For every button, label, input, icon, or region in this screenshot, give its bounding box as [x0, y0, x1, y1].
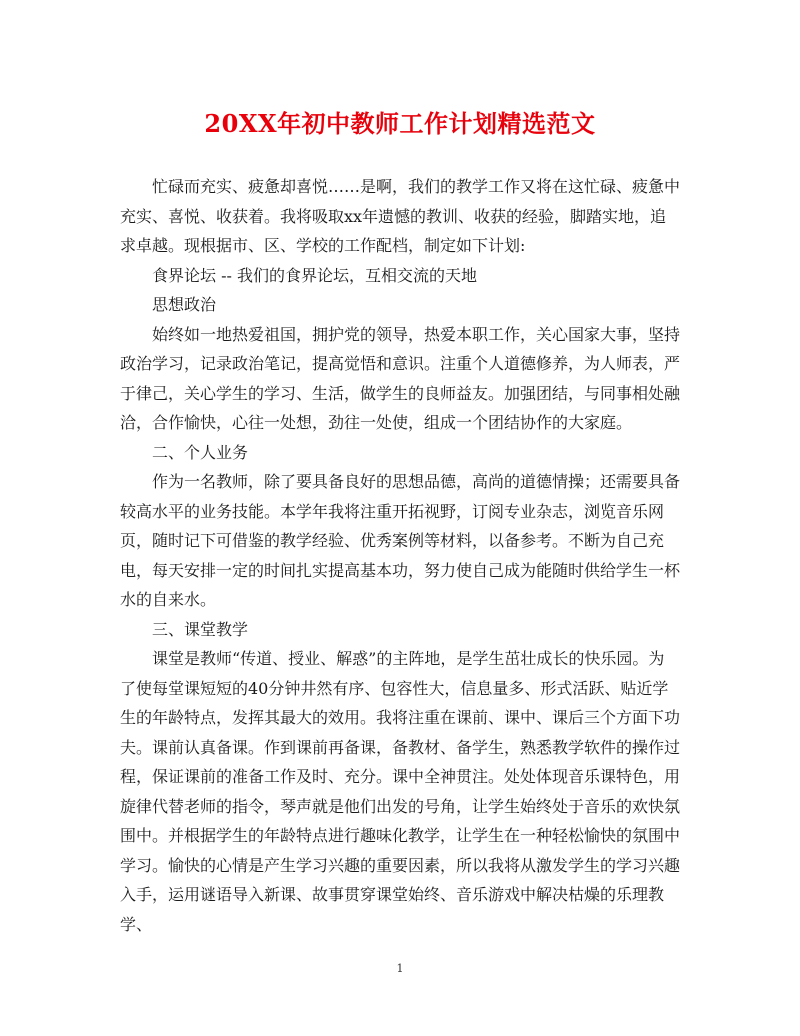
paragraph-classroom-teaching: 课堂是教师“传道、授业、解惑”的主阵地，是学生茁壮成长的快乐园。为了使每堂课短短的40分钟井然有序、包容性大，信息量多、形式活跃、贴近学生的年龄特点，发挥其最大的效用。我将注重在课前、课中、课后三个方面下功夫。课前认真备课。作到课前再备课，备教材、备学生，熟悉教学软件的操作过程，保证课前的准备工作及时、充分。课中全神贯注。处处体现音乐课特色，用旋律代替老师的指令，琴声就是他们出发的号角，让学生始终处于音乐的欢快氛围中。并根据学生的年龄特点进行趣味化教学，让学生在一种轻松愉快的氛围中学习。愉快的心情是产生学习兴趣的重要因素，所以我将从激发学生的学习兴趣入手，运用谜语导入新课、故事贯穿课堂始终、音乐游戏中解决枯燥的乐理教学、	[120, 649, 681, 934]
paragraph-forum-line: 食界论坛 -- 我们的食界论坛，互相交流的天地	[152, 265, 477, 285]
paragraph-personal-business: 作为一名教师，除了要具备良好的思想品德，高尚的道德情操；还需要具备较高水平的业务技能。本学年我将注重开拓视野，订阅专业杂志，浏览音乐网页，随时记下可借鉴的教学经验、优秀案例等材料，以备参考。不断为自己充电，每天安排一定的时间扎实提高基本功，努力使自己成为能随时供给学生一杯水的自来水。	[120, 472, 681, 609]
document-title: 20XX年初中教师工作计划精选范文	[204, 109, 596, 138]
section-heading-politics: 思想政治	[152, 295, 217, 314]
section-heading-classroom-teaching: 三、课堂教学	[152, 619, 249, 639]
page-number: 1	[396, 962, 404, 975]
section-heading-personal-business: 二、个人业务	[152, 442, 249, 462]
document-body	[120, 172, 680, 939]
paragraph-politics: 始终如一地热爱祖国，拥护党的领导，热爱本职工作，关心国家大事，坚持政治学习，记录政治笔记，提高觉悟和意识。注重个人道德修养，为人师表，严于律己，关心学生的学习、生活，做学生的良师益友。加强团结，与同事相处融洽，合作愉快，心往一处想，劲往一处使，组成一个团结协作的大家庭。	[120, 324, 681, 432]
paragraph-intro: 忙碌而充实、疲惫却喜悦……是啊，我们的教学工作又将在这忙碌、疲惫中充实、喜悦、收获着。我将吸取xx年遗憾的教训、收获的经验，脚踏实地，追求卓越。现根据市、区、学校的工作配档，制定如下计划:	[120, 177, 681, 255]
